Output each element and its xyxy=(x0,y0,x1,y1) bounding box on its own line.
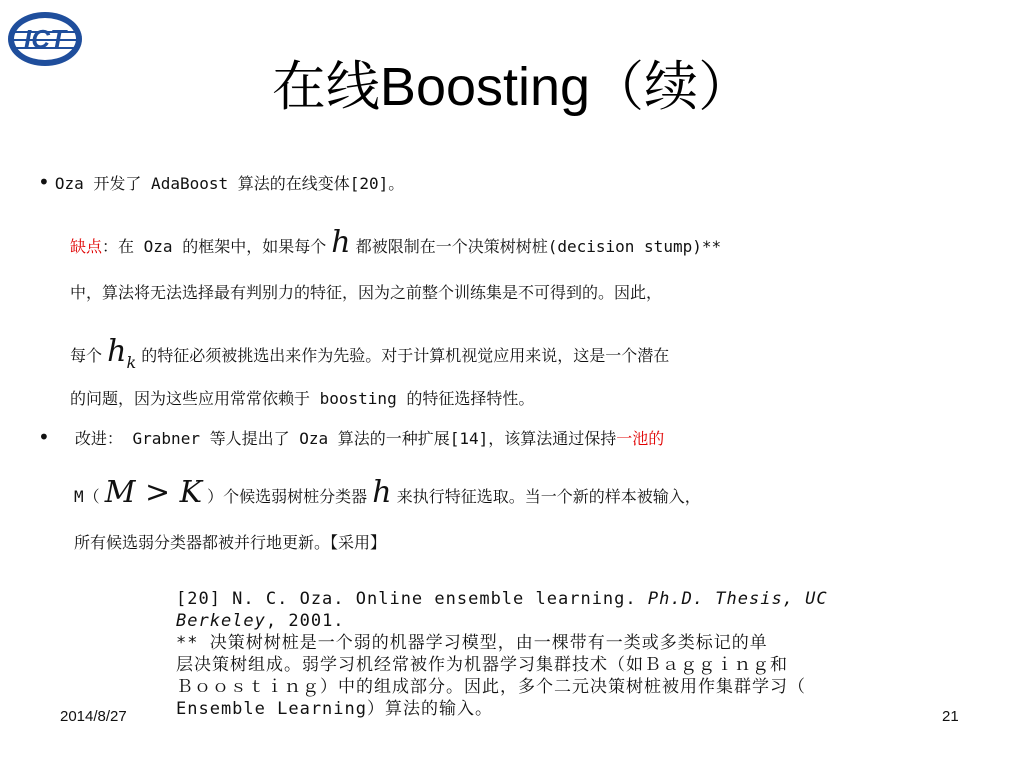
drawback-colon: ： xyxy=(102,237,119,256)
bullet2-l2a: M（ xyxy=(74,487,100,506)
bullet1-l4: 的问题，因为这些应用常常依赖于 boosting 的特征选择特性。 xyxy=(70,389,535,408)
footnote-note4: Ensemble Learning）算法的输入。 xyxy=(176,699,493,719)
footnote-note2: 层决策树组成。弱学习机经常被作为机器学习集群技术（如Ｂａｇｇｉｎｇ和 xyxy=(176,655,788,675)
footnote-note3: Ｂｏｏｓｔｉｎｇ）中的组成部分。因此，多个二元决策树桩被用作集群学习（ xyxy=(176,677,806,697)
bullet1-l1b: 都被限制在一个决策树树桩(decision stump)** xyxy=(355,237,722,256)
slide-date: 2014/8/27 xyxy=(60,708,127,725)
bullet2-red-text: 一池的 xyxy=(616,429,665,448)
math-h: h xyxy=(331,225,351,260)
bullet1-line xyxy=(38,170,404,194)
drawback-label: 缺点 xyxy=(70,237,103,256)
bullet-marker: • xyxy=(38,425,50,449)
bullet1-l1 xyxy=(70,225,721,260)
page-title: 在线Boosting（续） xyxy=(271,57,753,117)
bullet-marker: • xyxy=(38,170,50,194)
math-m-gt-k: M > K xyxy=(104,475,203,510)
bullet2-l3: 所有候选弱分类器都被并行地更新。【采用】 xyxy=(74,533,387,552)
bullet2-l1a: 改进： Grabner 等人提出了 Oza 算法的一种扩展[14]，该算法通过保持 xyxy=(74,429,617,448)
footnote-ref-line1: [20] N. C. Oza. Online ensemble learning. Ph.D. Thesis, UC xyxy=(176,589,828,609)
bullet2-l2 xyxy=(74,475,701,510)
bullet1-l2: 中，算法将无法选择最有判别力的特征，因为之前整个训练集是不可得到的。因此， xyxy=(70,283,663,302)
math-hk: $h_k$ xyxy=(107,334,137,372)
bullet1-l3 xyxy=(70,334,669,372)
footnote-ref-line2: Berkeley, 2001. xyxy=(176,611,345,631)
bullet1-l3b: 的特征必须被挑选出来作为先验。对于计算机视觉应用来说，这是一个潜在 xyxy=(141,346,670,365)
bullet2-line xyxy=(38,425,664,449)
logo-text: ICT xyxy=(24,24,66,54)
math-h: h xyxy=(372,475,392,510)
bullet1-l3a: 每个 xyxy=(70,346,103,365)
page-number: 21 xyxy=(942,708,959,725)
footnote-note1: ** 决策树树桩是一个弱的机器学习模型，由一棵带有一类或多类标记的单 xyxy=(176,633,768,653)
bullet1-l1a: 在 Oza 的框架中，如果每个 xyxy=(118,237,327,256)
footnote xyxy=(176,588,928,720)
bullet2-l2c: 来执行特征选取。当一个新的样本被输入， xyxy=(396,487,701,506)
bullet2-l2b: ）个候选弱树桩分类器 xyxy=(207,487,368,506)
bullet1-text: Oza 开发了 AdaBoost 算法的在线变体[20]。 xyxy=(54,174,405,193)
